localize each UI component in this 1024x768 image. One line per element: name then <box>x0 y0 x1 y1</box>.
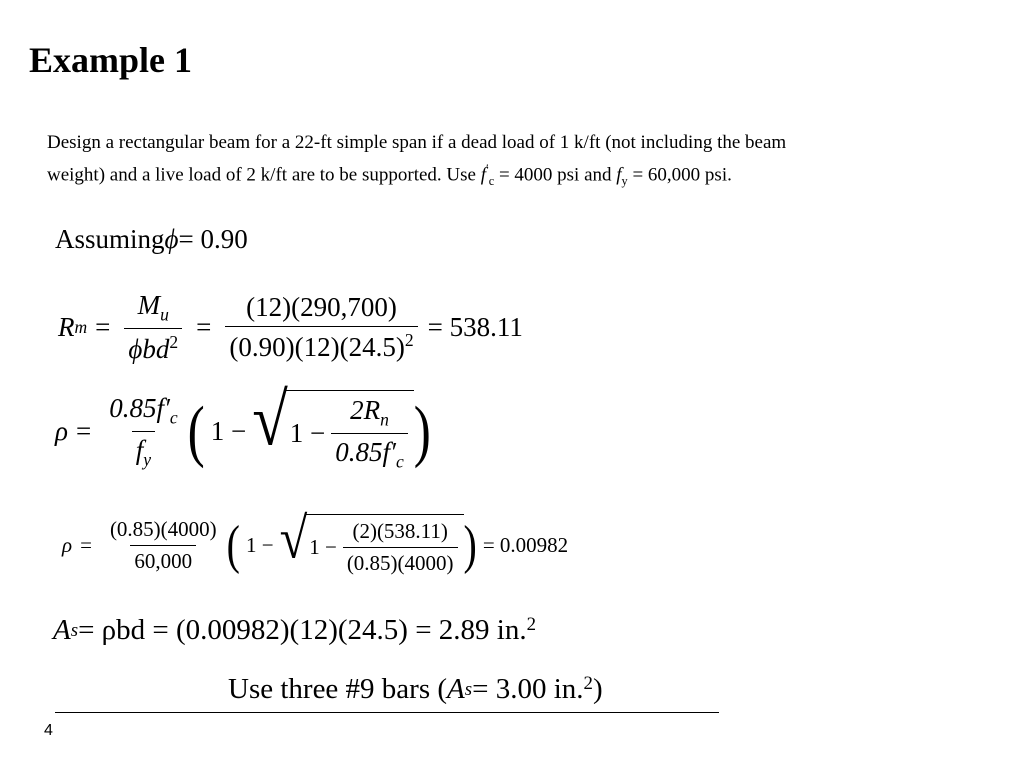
calc-right-paren: ) <box>463 514 477 575</box>
assume-value: = 0.90 <box>178 224 248 254</box>
rm-equation: R m = $\frac{M_u}{\phi bd^2}$ = $\frac{(12)(290,700)}{(0.90)(12)(24.5)^2}$ = 538.11 <box>58 290 523 365</box>
rm-den2-sup: 2 <box>404 330 414 351</box>
use-text: Use three #9 bars ( <box>228 673 448 705</box>
rm-num1: M <box>137 290 161 320</box>
rm-fraction-2 <box>225 292 417 363</box>
as-lhs: A <box>53 614 71 646</box>
rho-formula-num: 0.85f′ <box>109 392 170 423</box>
as-sup: 2 <box>526 613 537 635</box>
phi-symbol: ϕ <box>164 224 179 254</box>
rho-formula-den-sub: y <box>143 449 152 470</box>
rm-num1-sub: u <box>160 304 169 325</box>
as-line <box>53 614 536 647</box>
rho-calc-num: (0.85)(4000) <box>109 516 217 541</box>
fy-subscript: y <box>621 174 628 189</box>
rho-calc-result: = 0.00982 <box>482 532 569 557</box>
rho-formula-lhs: ρ <box>55 415 68 446</box>
bottom-rule <box>55 712 719 713</box>
rho-formula-inner-one: 1 − <box>289 418 326 449</box>
rho-formula: ρ = $\frac{0.85f'_c}{f_y}$ ( 1 − √ 1 − $\frac{2R_n}{0.85f'_c}$ ) <box>55 379 431 472</box>
rho-calc-inner-num: (2)(538.11) <box>352 519 448 543</box>
rm-fraction-1 <box>124 290 182 365</box>
rho-formula-inner-den: 0.85f′ <box>335 437 396 468</box>
rho-calculation: ρ = $\frac{(0.85)(4000)}{60,000}$ ( 1 − √ 1 − $\frac{(2)(538.11)}{(0.85)(4000)}$ ) = 0.00982 <box>62 505 569 575</box>
calc-sqrt-symbol: √ 1 − $\frac{(2)(538.11)}{(0.85)(4000)}$ <box>280 514 464 576</box>
rho-calc-den: 60,000 <box>130 545 196 574</box>
rm-result: = 538.11 <box>427 312 523 343</box>
sqrt-symbol: √ 1 − $\frac{2R_n}{0.85f'_c}$ <box>252 390 414 473</box>
page-number: 4 <box>44 722 53 739</box>
rho-formula-inner-num-sub: n <box>380 409 389 430</box>
rho-formula-inner-fraction <box>331 395 407 473</box>
fy-value: = 60,000 psi. <box>627 164 732 186</box>
rho-calc-inner-one: 1 − <box>309 535 337 559</box>
calc-left-paren: ( <box>226 514 240 575</box>
rho-formula-den: f <box>135 434 144 465</box>
problem-line-2-text: weight) and a live load of 2 k/ft are to be supported. Use <box>47 164 481 186</box>
as-expression: = ρbd = (0.00982)(12)(24.5) = 2.89 in. <box>78 614 527 646</box>
use-bars-line <box>228 673 603 706</box>
rm-lhs-sub: m <box>74 317 88 338</box>
assume-text: Assuming <box>55 224 165 254</box>
rho-calc-one: 1 − <box>245 532 274 557</box>
rho-formula-inner-num: 2R <box>350 395 381 425</box>
left-paren: ( <box>187 392 205 470</box>
fc-symbol: f <box>480 164 486 186</box>
rm-num2: (12)(290,700) <box>246 292 397 323</box>
rm-den1-sup: 2 <box>169 332 179 353</box>
rho-calc-inner-den: (0.85)(4000) <box>343 547 458 576</box>
rho-formula-inner-den-sub: c <box>395 451 404 472</box>
as-lhs-sub: s <box>70 619 79 641</box>
rho-calc-inner-fraction <box>343 519 458 576</box>
rho-formula-fraction <box>105 393 181 471</box>
fc-value: = 4000 psi and <box>494 164 617 186</box>
rm-den1: ϕbd <box>128 334 170 365</box>
rm-den2: (0.90)(12)(24.5) <box>229 332 405 363</box>
rho-formula-one: 1 − <box>210 415 247 446</box>
rm-lhs: R <box>58 312 75 343</box>
use-value: = 3.00 in. <box>472 673 584 705</box>
use-as-sub: s <box>464 678 473 700</box>
use-sup: 2 <box>583 672 593 694</box>
fc-subscript: c <box>488 174 495 189</box>
rho-calc-lhs: ρ <box>62 532 73 557</box>
right-paren: ) <box>413 392 431 470</box>
problem-statement <box>47 130 987 194</box>
rho-formula-num-sub: c <box>169 406 178 427</box>
problem-line-2: weight) and a live load of 2 k/ft are to be supported. Use $f'_c = 4000$ psi and $f_y = 60,000$ psi. <box>47 162 732 189</box>
use-close: ) <box>592 673 603 705</box>
fy-symbol: f <box>616 164 622 186</box>
use-as: A <box>447 673 465 705</box>
rho-calc-fraction <box>106 517 221 574</box>
assumption-line <box>55 224 248 255</box>
slide-title: Example 1 <box>29 40 193 80</box>
problem-line-1: Design a rectangular beam for a 22-ft simple span if a dead load of 1 k/ft (not including the beam <box>47 132 787 153</box>
